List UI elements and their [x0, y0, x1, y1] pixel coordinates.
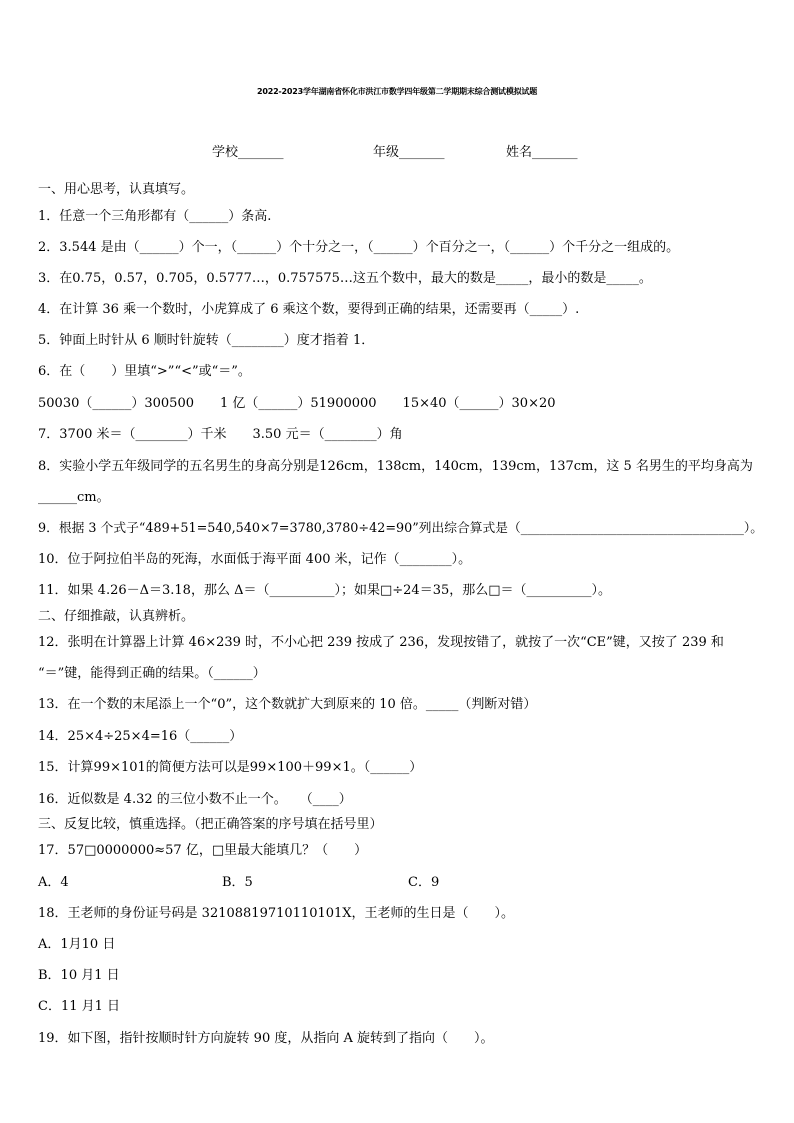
question-17-option-c: C．9: [408, 875, 440, 890]
question-16: 16．近似数是 4.32 的三位小数不止一个。 （____）: [38, 792, 352, 807]
question-4: 4．在计算 36 乘一个数时，小虎算成了 6 乘这个数，要得到正确的结果，还需要再（_____）.: [38, 302, 580, 317]
section-1-heading: 一、用心思考，认真填写。: [38, 182, 195, 197]
question-14: 14．25×4÷25×4=16（______）: [38, 729, 243, 744]
question-8: 8．实验小学五年级同学的五名男生的身高分别是126cm，138cm，140cm，139cm，137cm，这 5 名男生的平均身高为: [38, 459, 753, 474]
question-18: 18．王老师的身份证号码是 32108819710110101X，王老师的生日是（ ）。: [38, 906, 515, 921]
question-12: 12．张明在计算器上计算 46×239 时，不小心把 239 按成了 236，发现按错了，就按了一次“CE”键，又按了 239 和: [38, 635, 724, 650]
school-field: 学校_______: [212, 145, 284, 160]
question-1: 1．任意一个三角形都有（______）条高.: [38, 209, 272, 224]
question-18-option-b: B．10 月1 日: [38, 968, 120, 983]
section-3-heading: 三、反复比较，慎重选择。（把正确答案的序号填在括号里）: [38, 817, 383, 832]
question-6-items: 50030（______）300500 1 亿（______）51900000 15×40（______）30×20: [38, 396, 556, 411]
question-9: 9．根据 3 个式子“489+51=540,540×7=3780,3780÷42=90”列出综合算式是（___________________________________）。: [38, 521, 764, 536]
question-6: 6．在（ ）里填“>”“<”或“＝”。: [38, 364, 251, 379]
question-17-option-a: A．4: [38, 875, 69, 890]
question-15: 15．计算99×101的简便方法可以是99×100＋99×1。（______）: [38, 760, 423, 775]
question-13: 13．在一个数的末尾添上一个“0”，这个数就扩大到原来的 10 倍。_____（判断对错）: [38, 697, 537, 712]
grade-field: 年级_______: [373, 145, 445, 160]
question-10: 10．位于阿拉伯半岛的死海，水面低于海平面 400 米，记作（________）。: [38, 552, 472, 567]
question-18-option-c: C．11 月1 日: [38, 999, 121, 1014]
name-field: 姓名_______: [506, 145, 578, 160]
question-17-option-b: B．5: [222, 875, 253, 890]
question-2: 2．3.544 是由（______）个一，（______）个十分之一，（______）个百分之一，（______）个千分之一组成的。: [38, 240, 680, 255]
question-8-continued: ______cm。: [38, 490, 110, 505]
question-19: 19．如下图，指针按顺时针方向旋转 90 度，从指向 A 旋转到了指向（ ）。: [38, 1031, 494, 1046]
question-12-continued: “＝”键，能得到正确的结果。（______）: [38, 666, 266, 681]
section-2-heading: 二、仔细推敲，认真辨析。: [38, 609, 195, 624]
question-17: 17．57□0000000≈57 亿，□里最大能填几？（ ）: [38, 843, 368, 858]
question-3: 3．在0.75，0.57，0.705，0.5777…，0.757575…这五个数中，最大的数是_____，最小的数是_____。: [38, 271, 652, 286]
question-18-option-a: A．1月10 日: [38, 937, 116, 952]
exam-title: 2022-2023学年湖南省怀化市洪江市数学四年级第二学期期末综合测试模拟试题: [256, 87, 538, 96]
question-7: 7．3700 米＝（________）千米 3.50 元＝（________）角: [38, 427, 403, 442]
question-5: 5．钟面上时针从 6 顺时针旋转（________）度才指着 1．: [38, 333, 375, 348]
question-11: 11．如果 4.26－Δ＝3.18，那么 Δ＝（__________）；如果□÷24＝35，那么□＝（__________）。: [38, 583, 612, 598]
